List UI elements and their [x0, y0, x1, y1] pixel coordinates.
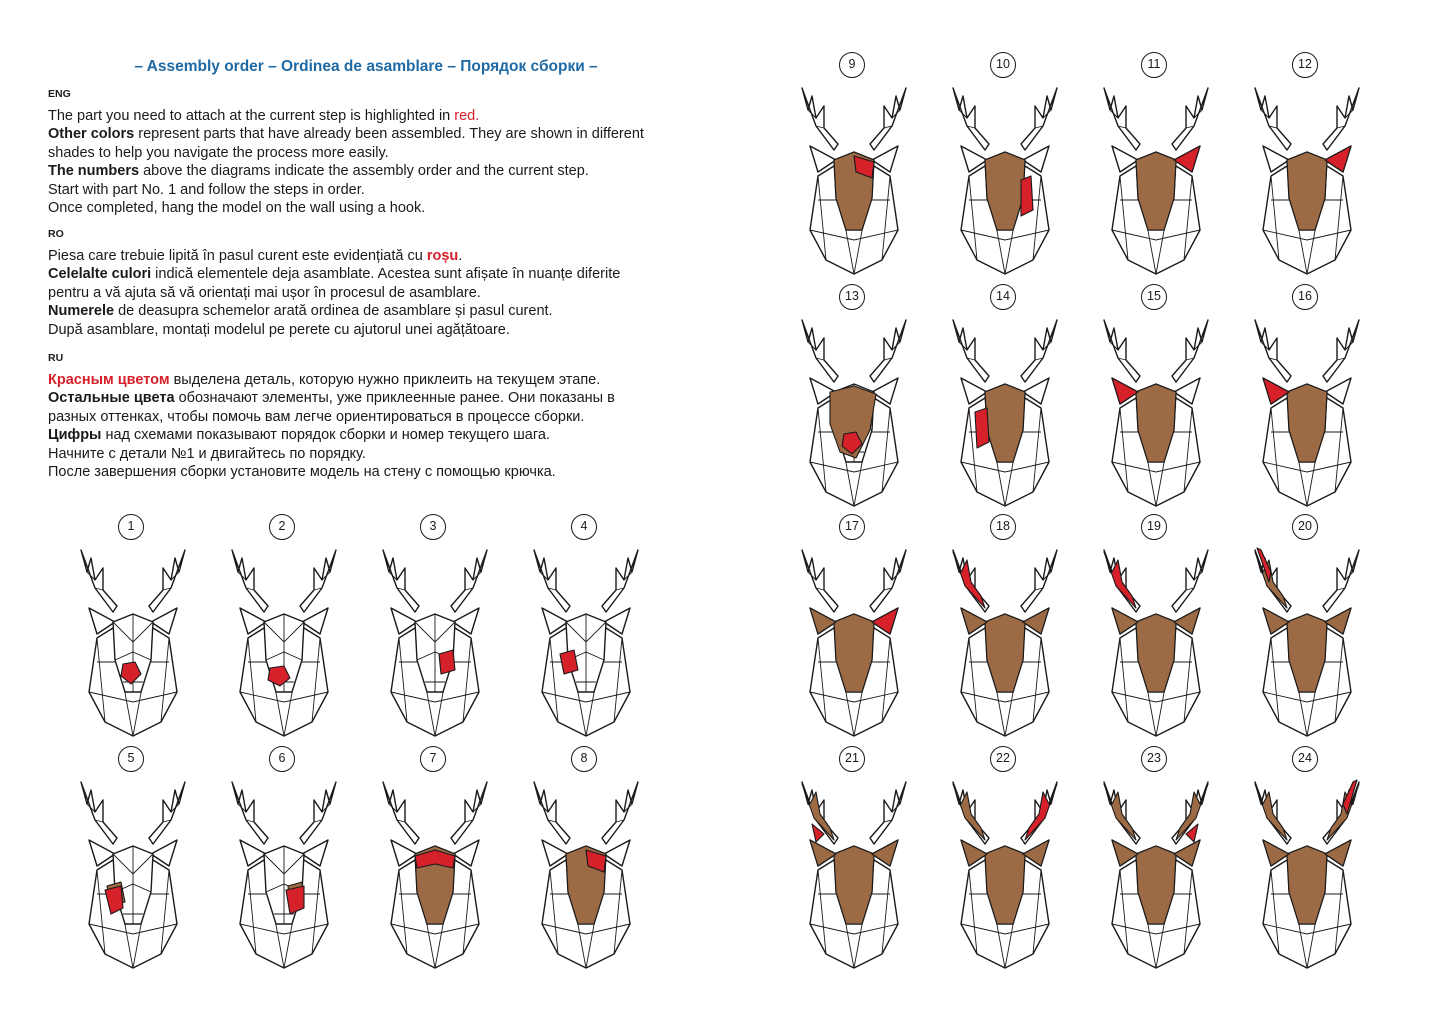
deer-head-diagram [1247, 80, 1367, 276]
ru-line-2: Остальные цвета обозначают элементы, уже приклеенные ранее. Они показаны в [48, 390, 615, 407]
instructions-ru [48, 352, 688, 481]
assembly-step [224, 746, 344, 971]
step-number: 15 [1141, 284, 1167, 310]
assembly-step [945, 514, 1065, 739]
deer-head-diagram [794, 80, 914, 276]
eng-line-5: Start with part No. 1 and follow the steps in order. [48, 181, 365, 198]
step-number: 1 [118, 514, 144, 540]
deer-head-diagram [1096, 774, 1216, 970]
step-number: 3 [420, 514, 446, 540]
assembly-step [1096, 746, 1216, 971]
deer-head-diagram [224, 542, 344, 738]
ro-line-2: Celelalte culori indică elementele deja asamblate. Acestea sunt afișate în nuanțe diferite [48, 266, 621, 283]
step-number: 13 [839, 284, 865, 310]
step-number: 20 [1292, 514, 1318, 540]
eng-line-6: Once completed, hang the model on the wall using a hook. [48, 200, 426, 217]
step-number: 19 [1141, 514, 1167, 540]
lang-tag-ro: RO [48, 228, 64, 240]
assembly-step [945, 284, 1065, 509]
assembly-step [375, 514, 495, 739]
assembly-step [526, 746, 646, 971]
lang-tag-eng: ENG [48, 88, 71, 100]
assembly-step [1247, 284, 1367, 509]
step-number: 14 [990, 284, 1016, 310]
deer-head-diagram [945, 774, 1065, 970]
step-number: 23 [1141, 746, 1167, 772]
step-number: 16 [1292, 284, 1318, 310]
step-number: 21 [839, 746, 865, 772]
ro-line-3: pentru a vă ajuta să vă orientați mai ușor în procesul de asamblare. [48, 284, 481, 301]
deer-head-diagram [794, 542, 914, 738]
ro-line-5: După asamblare, montați modelul pe perete cu ajutorul unei agățătoare. [48, 321, 510, 338]
assembly-step [1247, 746, 1367, 971]
deer-head-diagram [794, 312, 914, 508]
page-title: – Assembly order – Ordinea de asamblare – Порядок сборки – [134, 58, 598, 75]
assembly-step [794, 514, 914, 739]
deer-head-diagram [526, 774, 646, 970]
step-number: 5 [118, 746, 144, 772]
deer-head-diagram [73, 774, 193, 970]
deer-head-diagram [1247, 774, 1367, 970]
assembly-step [945, 52, 1065, 277]
assembly-step [526, 514, 646, 739]
step-number: 22 [990, 746, 1016, 772]
ru-line-6: После завершения сборки установите модель на стену с помощью крючка. [48, 464, 556, 481]
ru-line-4: Цифры над схемами показывают порядок сборки и номер текущего шага. [48, 427, 550, 444]
eng-line-2: Other colors represent parts that have already been assembled. They are shown in different [48, 126, 644, 143]
deer-head-diagram [375, 542, 495, 738]
instructions-eng [48, 88, 688, 217]
deer-head-diagram [945, 312, 1065, 508]
assembly-step [375, 746, 495, 971]
ro-line-4: Numerele de deasupra schemelor arată ordinea de asamblare și pasul curent. [48, 303, 553, 320]
step-number: 18 [990, 514, 1016, 540]
step-number: 11 [1141, 52, 1167, 78]
ro-line-1: Piesa care trebuie lipită în pasul curent este evidențiată cu roșu. [48, 248, 463, 264]
deer-head-diagram [794, 774, 914, 970]
ru-line-1: Красным цветом выделена деталь, которую нужно приклеить на текущем этапе. [48, 372, 601, 388]
assembly-step [1247, 514, 1367, 739]
assembly-step [73, 746, 193, 971]
deer-head-diagram [945, 80, 1065, 276]
deer-head-diagram [1247, 542, 1367, 738]
assembly-step [1096, 284, 1216, 509]
eng-line-4: The numbers above the diagrams indicate the assembly order and the current step. [48, 163, 589, 180]
deer-head-diagram [1096, 542, 1216, 738]
assembly-step [73, 514, 193, 739]
deer-head-diagram [375, 774, 495, 970]
step-number: 8 [571, 746, 597, 772]
step-number: 12 [1292, 52, 1318, 78]
step-number: 9 [839, 52, 865, 78]
deer-head-diagram [1247, 312, 1367, 508]
step-number: 4 [571, 514, 597, 540]
lang-tag-ru: RU [48, 352, 64, 364]
assembly-step [794, 284, 914, 509]
deer-head-diagram [224, 774, 344, 970]
eng-line-3: shades to help you navigate the process more easily. [48, 144, 389, 161]
eng-line-1: The part you need to attach at the current step is highlighted in red. [48, 108, 480, 124]
deer-head-diagram [73, 542, 193, 738]
step-number: 2 [269, 514, 295, 540]
instructions-ro [48, 228, 688, 339]
deer-head-diagram [1096, 80, 1216, 276]
assembly-step [224, 514, 344, 739]
step-number: 7 [420, 746, 446, 772]
deer-head-diagram [526, 542, 646, 738]
assembly-step [1247, 52, 1367, 277]
ru-line-3: разных оттенках, чтобы помочь вам легче ориентироваться в процессе сборки. [48, 408, 585, 425]
assembly-step [1096, 52, 1216, 277]
assembly-step [1096, 514, 1216, 739]
deer-head-diagram [945, 542, 1065, 738]
step-number: 6 [269, 746, 295, 772]
step-number: 17 [839, 514, 865, 540]
step-number: 24 [1292, 746, 1318, 772]
deer-head-diagram [1096, 312, 1216, 508]
assembly-step [945, 746, 1065, 971]
assembly-step [794, 746, 914, 971]
step-number: 10 [990, 52, 1016, 78]
ru-line-5: Начните с детали №1 и двигайтесь по порядку. [48, 445, 366, 462]
assembly-step [794, 52, 914, 277]
